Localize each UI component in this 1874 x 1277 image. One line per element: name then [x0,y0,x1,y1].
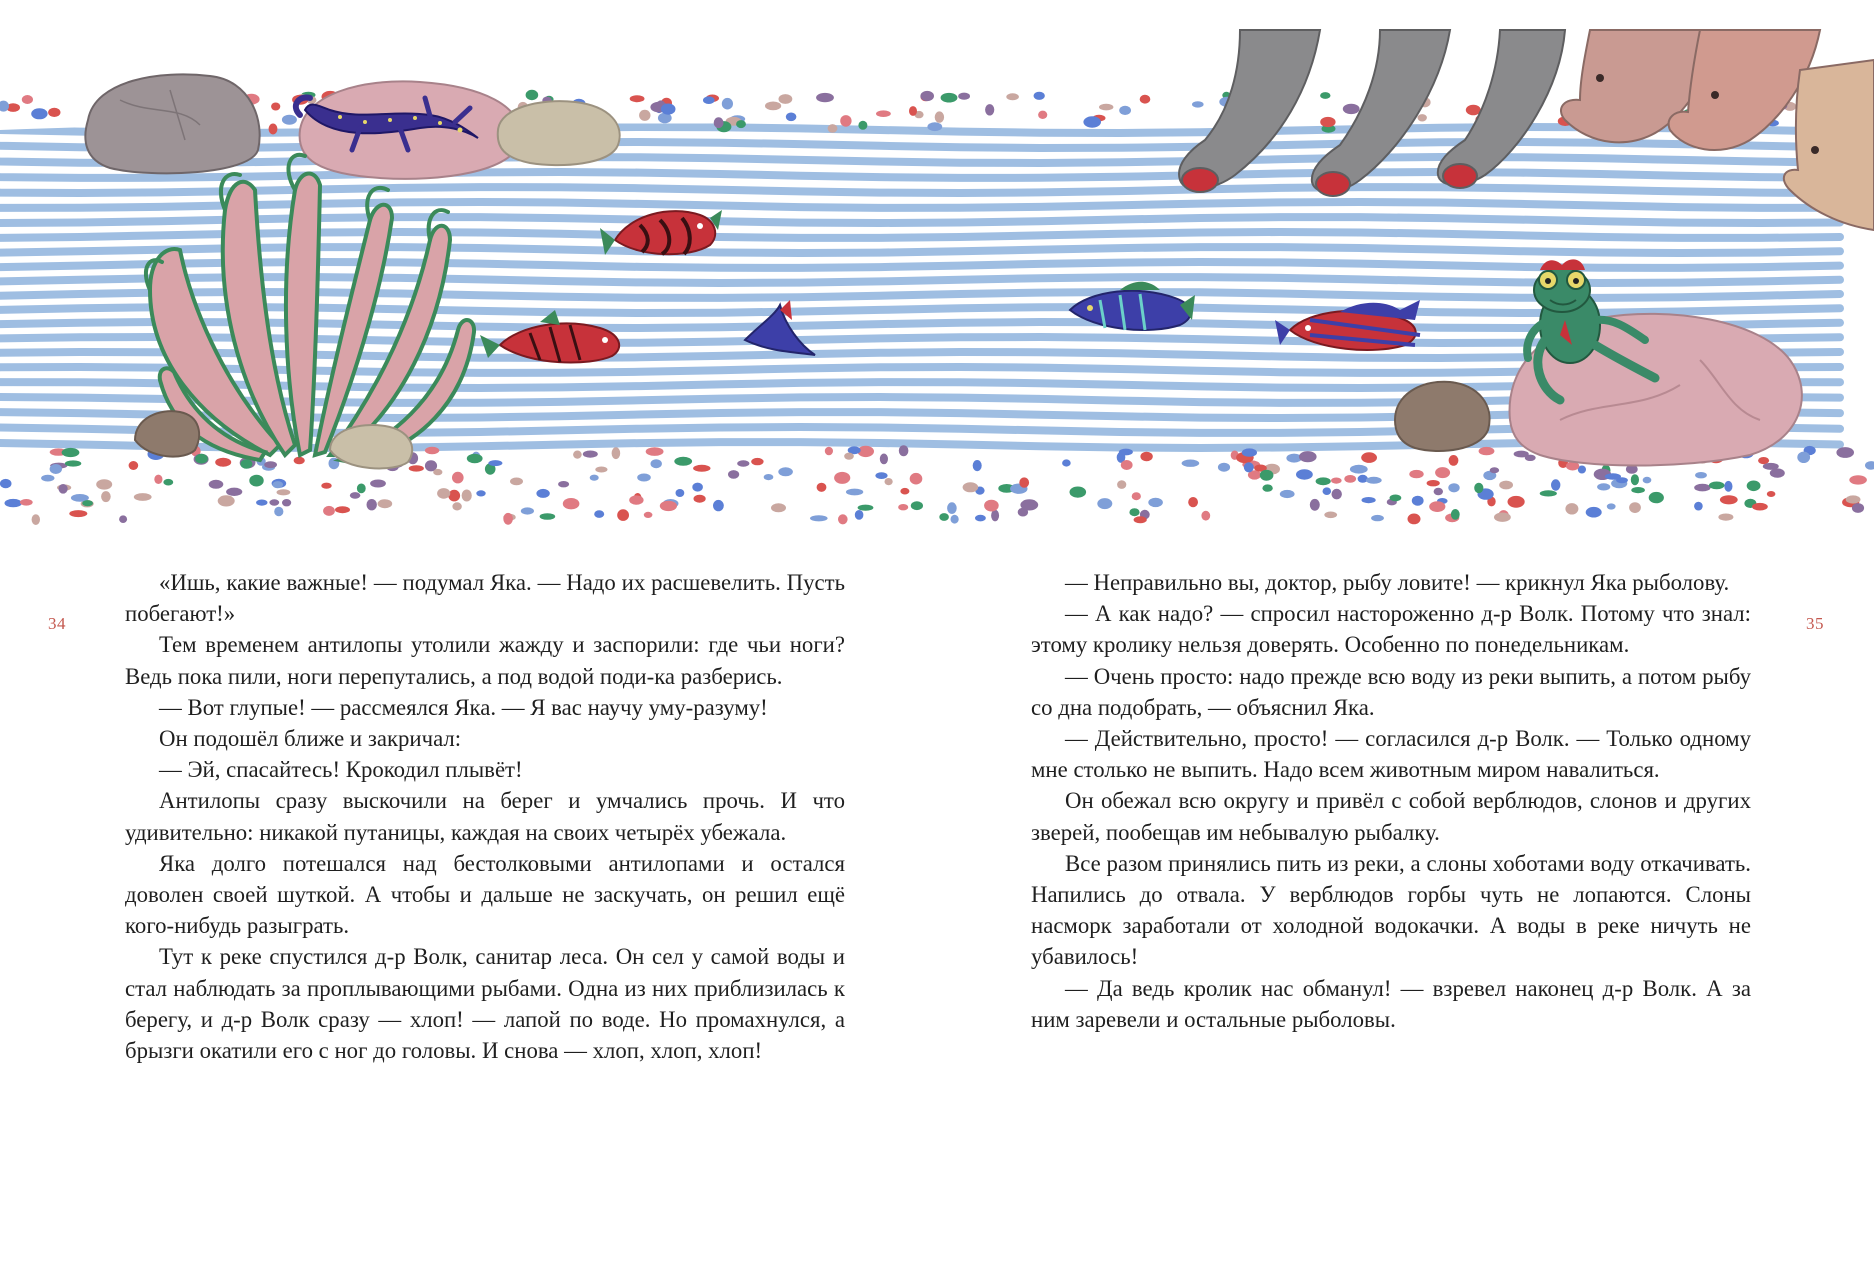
paragraph: — Да ведь кролик нас обманул! — взревел наконец д-р Волк. А за ним заревели и остальные рыболовы. [1031,975,1751,1032]
pebble [1865,461,1874,470]
pebble [1182,460,1200,467]
pebble [1694,502,1703,511]
pebble [69,510,87,517]
pebble [1694,484,1710,492]
pebble [521,507,534,514]
pebble [1331,478,1342,484]
pebble [629,495,643,504]
pebble [1429,501,1445,512]
paragraph: Он обежал всю округу и привёл с собой верблюдов, слонов и других зверей, пообещав им небывалую рыбалку. [1031,788,1751,845]
pebble [1852,503,1864,513]
pebble [409,465,424,471]
pebble [900,488,909,495]
pebble [1019,477,1029,487]
pebble [1148,498,1163,507]
pebble [1767,491,1776,497]
pebble [1720,495,1738,504]
pebble [1514,451,1529,458]
paragraph: — Вот глупые! — рассмеялся Яка. — Я вас научу уму-разуму! [159,694,768,720]
pebble [1434,488,1443,496]
pebble [1020,499,1038,510]
pebble [1132,492,1141,500]
pebble [1097,498,1112,509]
left-page-text [125,567,845,1066]
pebble [1449,455,1459,466]
pebble [1836,447,1854,458]
pebble [350,492,361,499]
pebble [101,491,111,502]
pebble [590,475,599,481]
pebble [1597,483,1610,490]
pebble [488,460,502,466]
pebble [661,104,676,115]
paragraph: — Действительно, просто! — согласился д-р Волк. — Только одному мне столько не выпить. Надо всем животным миром навалиться. [1031,726,1751,783]
pebble [1643,477,1652,484]
pebble [898,504,908,510]
pebble [1412,496,1424,506]
pebble [536,489,549,498]
pebble [1540,490,1557,496]
pebble [1062,459,1071,466]
pebble [1350,465,1368,474]
pebble [736,120,746,128]
pebble [1724,481,1732,492]
pebble [323,506,335,516]
pebble [226,488,242,496]
stone-brown [1395,382,1490,451]
pebble [637,474,651,482]
pebble [765,102,781,111]
pebble [1607,503,1616,509]
pebble [1631,487,1645,493]
pebble [218,495,235,506]
pebble [209,480,224,489]
pebble [1343,104,1360,114]
pebble [1316,477,1331,485]
pebble [840,115,851,127]
pebble [911,501,923,510]
pebble [1192,101,1204,107]
pebble [1366,477,1382,484]
pebble [910,473,923,485]
pebble [1371,515,1384,521]
paragraph: Антилопы сразу выскочили на берег и умчались прочь. И что удивительно: никакой путаницы, каждая на своих четырёх убежала. [125,788,845,845]
pebble [1409,470,1423,478]
pebble [154,475,162,484]
pebble [764,474,774,480]
pebble [1586,507,1602,518]
pebble [1038,111,1047,119]
pebble [941,93,958,103]
pebble [272,481,283,488]
pebble [1358,475,1368,483]
pebble [714,117,724,128]
pebble [834,472,850,484]
pebble [1499,481,1513,490]
pebble [1448,483,1459,492]
pebble [1188,497,1198,507]
pebble [644,512,653,518]
pebble [367,499,377,510]
pebble [510,478,523,486]
pebble [1551,479,1560,490]
pebble [22,95,33,104]
pebble [1451,509,1460,520]
pebble [271,103,280,111]
pebble [20,499,33,506]
pebble [646,447,664,456]
pebble [370,480,386,488]
pebble [335,506,350,513]
pebble [264,461,277,468]
pebble [1242,448,1257,456]
pebble [1129,508,1139,516]
pebble [927,122,942,131]
paragraph: Тем временем антилопы утолили жажду и заспорили: где чьи ноги? Ведь пока пили, ноги перепутались, а под водой поди-ка разберись. [125,632,845,689]
pebble [1299,451,1317,462]
pebble [1709,482,1725,490]
pebble [277,489,291,495]
pebble [294,457,305,464]
pebble [909,106,917,116]
pebble [858,121,867,130]
pebble [1494,513,1511,522]
pebble [1763,463,1779,470]
pebble [82,500,93,506]
paragraph: — Эй, спасайтесь! Крокодил плывёт! [159,757,523,783]
pebble [713,500,724,511]
pebble [467,454,483,463]
pebble [778,467,793,476]
pebble [737,460,749,466]
pebble [876,110,891,117]
pebble [920,91,934,101]
pebble [215,458,231,467]
pebble [828,124,838,133]
pebble [1474,483,1483,493]
pebble [357,484,366,494]
pebble [1218,463,1230,472]
pebble [947,502,957,514]
pebble [1260,470,1274,481]
page-number-left: 34 [48,614,66,633]
pebble [240,459,252,469]
pebble [816,93,834,102]
river-illustration [0,0,1874,540]
pebble [462,490,472,502]
pebble [1324,512,1337,519]
pebble [975,515,986,522]
pebble [50,464,62,474]
pebble [612,447,621,459]
pebble [96,479,112,489]
pebble [48,108,60,117]
pebble [899,445,909,456]
pebble [651,459,662,468]
pebble [885,478,893,485]
pebble [1099,104,1113,111]
stone-beige [498,101,620,165]
pebble [875,472,887,479]
pebble [1310,499,1320,511]
pebble [41,475,54,482]
pebble [1631,474,1639,485]
pebble [1490,467,1499,473]
pebble [452,472,464,484]
pebble [378,499,393,508]
pebble [1140,95,1151,104]
paragraph: — Неправильно вы, доктор, рыбу ловите! — крикнул Яка рыболову. [1065,570,1730,595]
pebble [476,490,485,496]
pebble [425,447,439,454]
pebble [59,484,68,494]
pebble [1758,457,1769,464]
pebble [951,515,959,524]
pebble [526,90,539,100]
pebble [751,458,763,465]
pebble [558,481,569,487]
pebble [1070,487,1087,498]
pebble [1649,492,1664,503]
pebble [1390,495,1402,502]
pebble [1344,475,1356,483]
paragraph: — А как надо? — спросил настороженно д-р Волк. Потому что знал: этому кролику нельзя доверять. Особенно по понедельникам. [1031,601,1751,658]
pebble [452,502,461,510]
pebble [256,500,267,506]
pebble [437,488,450,499]
pebble [1408,514,1421,525]
pebble [1797,452,1810,463]
pebble [825,447,833,456]
pebble [448,490,460,502]
pebble [1565,503,1578,514]
pebble [674,457,692,466]
pebble [0,479,12,488]
pebble [810,515,828,521]
pebble [1418,114,1427,121]
right-page-text [1031,567,1751,1035]
pebble [274,507,283,517]
pebble [269,124,278,135]
pebble [163,479,173,486]
pebble [433,469,442,475]
pebble [65,460,81,466]
pebble [1508,496,1525,508]
pebble [880,454,888,465]
pebble [1034,92,1045,100]
paragraph: Тут к реке спустился д-р Волк, санитар леса. Он сел у самой воды и стал наблюдать за проплывающими рыбами. Одна из них приблизилась к берегу, и д-р Волк сразу — хлоп! — лапой по воде. Но промахнулся, а брызги окатили его с ног до головы. И снова — хлоп, хлоп, хлоп! [125,944,845,1064]
pebble [1121,460,1133,470]
pebble [563,498,580,509]
pebble [660,501,677,511]
pebble [786,113,797,122]
pebble [676,489,685,497]
paragraph: Он подошёл ближе и закричал: [159,726,462,752]
pebble [771,503,786,512]
pebble [195,454,208,464]
pebble [1435,467,1450,478]
pebble [282,499,291,506]
paragraph: Все разом принялись пить из реки, а слоны хоботами воду откачивать. Напились до отвала. У верблюдов горбы чуть не лопаются. Слоны насморк заработали от холодной водокачки. А воды в реке ничуть не убавилось! [1031,850,1751,970]
pebble [573,451,582,459]
pebble [134,493,152,501]
pebble [249,475,263,487]
pebble [540,513,556,520]
pebble [1747,481,1761,492]
pebble [269,499,279,505]
pebble [984,500,999,512]
pebble [129,461,139,470]
pebble [503,513,513,525]
stone-gray [85,74,259,173]
pebble [693,465,710,472]
pebble [5,499,22,507]
pebble [31,108,47,119]
paragraph: Яка долго потешался над бестолковыми антилопами и остался доволен своей шуткой. А чтобы и дальше не заскучать, он решил ещё кого-нибудь разыграть. [125,850,845,939]
pebble [722,98,733,110]
pebble [1849,475,1867,484]
pebble [846,489,863,496]
pebble [595,467,607,473]
pebble [1361,452,1377,463]
pebble [844,453,854,460]
pebble [728,470,739,479]
pebble [1119,106,1131,115]
pebble [1846,495,1861,503]
pebble [119,515,127,523]
pebble [1140,452,1152,461]
pebble [62,448,80,457]
pebble [939,513,949,521]
pebble [1006,93,1019,100]
pebble [973,460,982,471]
pebble [1262,484,1272,491]
pebble [1718,514,1733,521]
pebble [703,96,715,104]
pebble [1134,516,1147,523]
pebble [282,115,297,125]
pebble [838,514,848,524]
pebble [692,483,703,492]
paragraph: «Ишь, какие важные! — подумал Яка. — Надо их расшевелить. Пусть побегают!» [125,570,845,627]
pebble [817,483,827,492]
pebble [1479,447,1495,455]
pebble [1083,116,1101,127]
pebble [1280,490,1295,498]
pebble [1427,480,1440,486]
pebble [1323,487,1332,495]
pebble [1320,117,1335,127]
pebble [321,483,331,489]
pebble [594,510,604,518]
pebble [1117,480,1126,489]
pebble [779,94,793,104]
pebble [1752,503,1768,511]
pebble [1629,502,1641,513]
pebble [1201,511,1210,521]
pebble [694,495,706,503]
pebble [630,95,645,102]
pebble [639,110,650,121]
pebble [583,451,598,458]
pebble [1362,497,1376,503]
pebble [1320,92,1330,99]
page-number-right: 35 [1806,614,1824,633]
pebble [1296,469,1313,479]
pebble [1605,473,1621,479]
pebble [963,482,979,492]
pebble [855,510,864,520]
pebble [1244,462,1254,472]
pebble [1332,489,1342,500]
pebble [985,104,994,115]
paragraph: — Очень просто: надо прежде всю воду из реки выпить, а потом рыбу со дна подобрать, — объяснил Яка. [1031,663,1751,720]
pebble [858,505,874,511]
pebble [32,514,40,525]
pebble [1695,472,1707,478]
pebble [958,93,970,100]
pebble [617,509,629,521]
pebble [935,111,944,122]
